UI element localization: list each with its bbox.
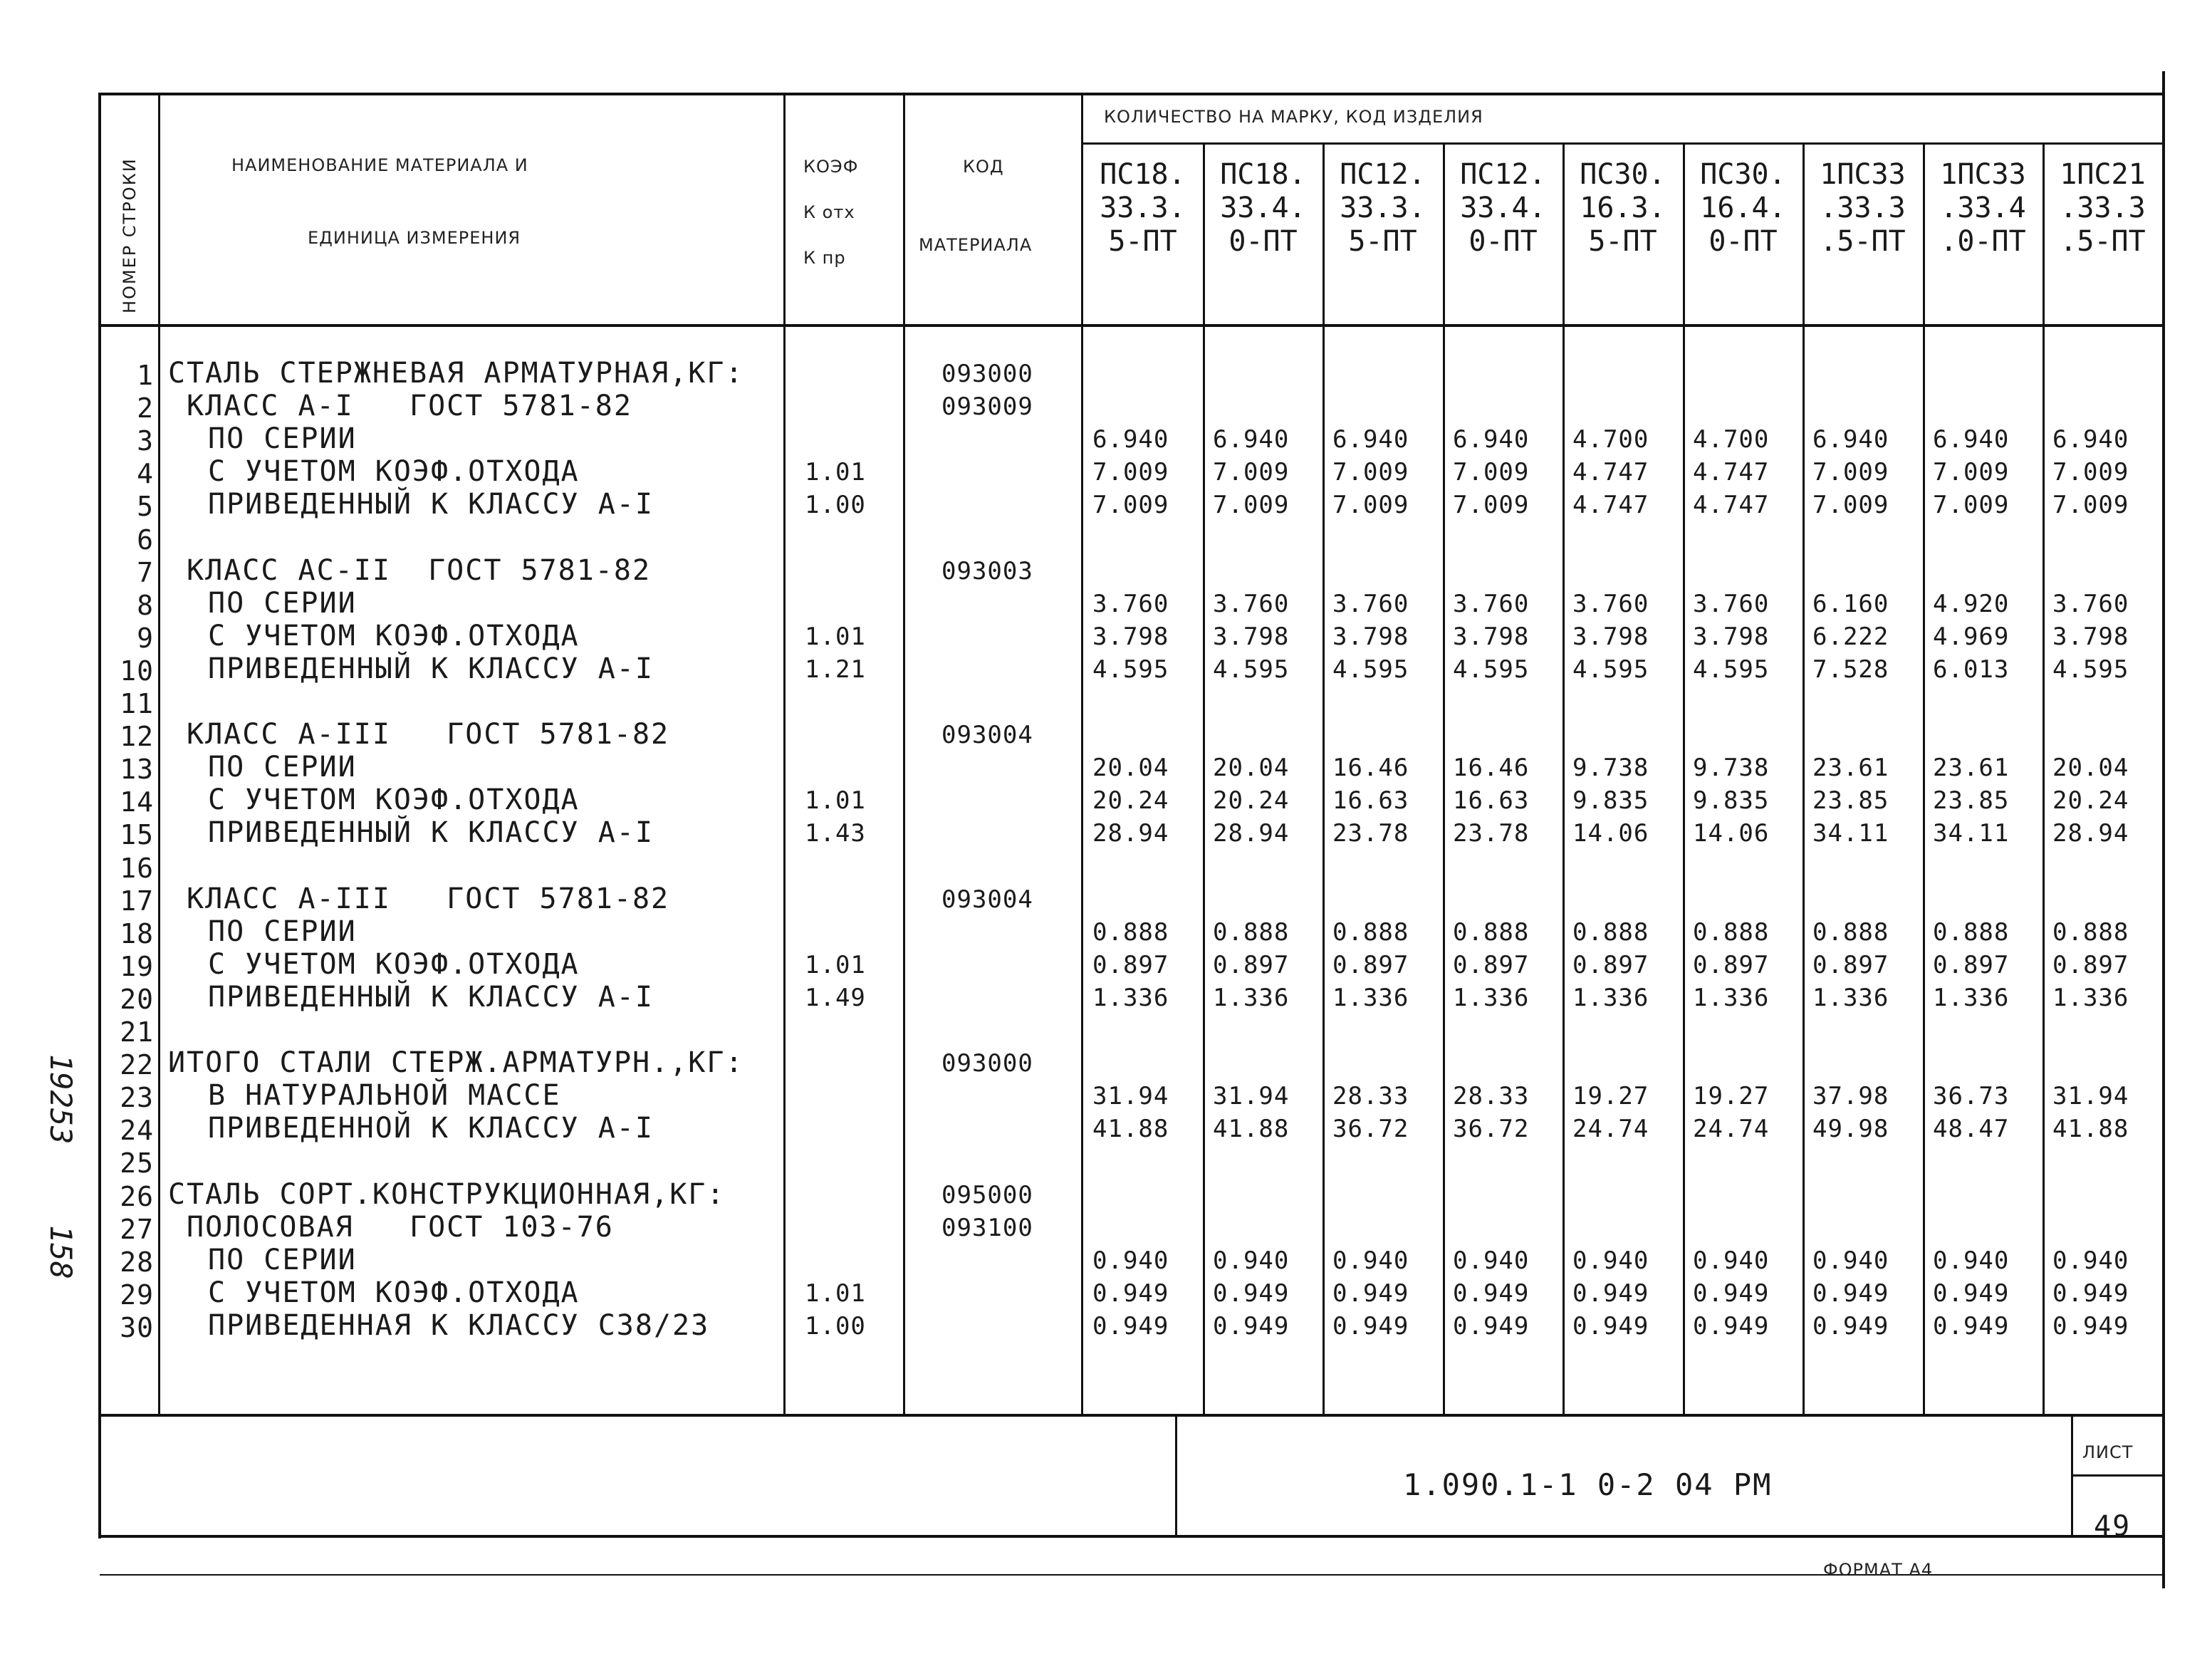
qty-value: 23.78 <box>1332 819 1409 848</box>
mark-col-divider <box>1683 142 1685 1415</box>
header-row-number: НОМЕР СТРОКИ <box>120 157 140 313</box>
material-name: ПО СЕРИИ <box>208 751 357 783</box>
mark-header-line: ПС18. <box>1220 158 1306 191</box>
qty-value: 24.74 <box>1693 1115 1770 1143</box>
qty-value: 0.897 <box>1693 951 1770 979</box>
row-number: 30 <box>120 1312 154 1343</box>
mark-header-line: 1ПС21 <box>2060 158 2146 191</box>
row-number: 12 <box>120 721 154 752</box>
mark-header-line: 0-ПТ <box>1228 225 1298 258</box>
header-qty-title: КОЛИЧЕСТВО НА МАРКУ, КОД ИЗДЕЛИЯ <box>1104 107 1483 127</box>
qty-value: 0.949 <box>1092 1312 1169 1340</box>
mark-header-line: 33.4. <box>1220 192 1306 224</box>
row-number: 9 <box>137 623 154 654</box>
mark-header-line: 0-ПТ <box>1708 225 1778 258</box>
row-number: 14 <box>120 786 154 818</box>
qty-value: 0.897 <box>1453 951 1530 979</box>
qty-value: 23.85 <box>1933 786 2010 815</box>
mark-header-line: 0-ПТ <box>1468 225 1538 258</box>
mark-header-4 <box>1446 158 1560 259</box>
row-number: 1 <box>137 360 154 391</box>
qty-value: 4.595 <box>1092 655 1169 684</box>
qty-value: 1.336 <box>1213 984 1290 1012</box>
qty-value: 6.940 <box>1213 425 1290 454</box>
qty-value: 3.798 <box>1453 623 1530 651</box>
qty-value: 31.94 <box>1092 1082 1169 1110</box>
qty-value: 41.88 <box>2052 1115 2129 1143</box>
qty-value: 23.78 <box>1453 819 1530 848</box>
qty-value: 14.06 <box>1572 819 1649 848</box>
qty-value: 9.738 <box>1693 754 1770 782</box>
coef-value: 1.01 <box>805 951 866 979</box>
qty-value: 4.700 <box>1572 425 1649 454</box>
qty-value: 9.835 <box>1693 786 1770 815</box>
qty-value: 28.33 <box>1332 1082 1409 1110</box>
row-number: 6 <box>137 524 154 556</box>
qty-value: 3.760 <box>1572 590 1649 618</box>
qty-value: 1.336 <box>1812 984 1889 1012</box>
row-number: 27 <box>120 1214 154 1245</box>
mark-header-2 <box>1206 158 1320 259</box>
qty-value: 0.940 <box>1213 1246 1290 1275</box>
qty-value: 0.888 <box>1453 918 1530 947</box>
qty-value: 4.747 <box>1693 458 1770 486</box>
mark-header-line: .0-ПТ <box>1940 225 2026 258</box>
row-number: 16 <box>120 853 154 884</box>
material-name: КЛАСС А-III ГОСТ 5781-82 <box>187 718 670 751</box>
coef-value: 1.00 <box>805 491 866 519</box>
qty-value: 19.27 <box>1572 1082 1649 1110</box>
row-number: 26 <box>120 1181 154 1212</box>
mark-header-1 <box>1085 158 1200 259</box>
mark-header-line: ПС12. <box>1460 158 1546 191</box>
mark-header-line: .5-ПТ <box>1820 225 1906 258</box>
qty-value: 0.940 <box>2052 1246 2129 1275</box>
qty-value: 7.009 <box>1332 458 1409 486</box>
stamp-sheet-line <box>2071 1474 2164 1477</box>
col-divider-rowno <box>158 93 160 1415</box>
qty-value: 3.760 <box>1453 590 1530 618</box>
qty-value: 0.949 <box>1693 1279 1770 1308</box>
mark-col-divider <box>1923 142 1925 1415</box>
mark-col-divider <box>2043 142 2045 1415</box>
qty-value: 3.760 <box>1092 590 1169 618</box>
qty-value: 4.595 <box>2052 655 2129 684</box>
frame-left <box>98 93 101 1539</box>
qty-value: 1.336 <box>1092 984 1169 1012</box>
coef-value: 1.21 <box>805 655 866 684</box>
col-divider-coef <box>903 93 905 1415</box>
qty-value: 4.595 <box>1332 655 1409 684</box>
qty-value: 9.738 <box>1572 754 1649 782</box>
qty-value: 6.013 <box>1933 655 2010 684</box>
qty-value: 3.798 <box>1213 623 1290 651</box>
material-name: ПРИВЕДЕННЫЙ К КЛАССУ А-I <box>208 816 654 849</box>
mark-col-divider <box>1443 142 1445 1415</box>
qty-value: 7.009 <box>2052 491 2129 519</box>
qty-value: 0.940 <box>1693 1246 1770 1275</box>
qty-value: 7.009 <box>2052 458 2129 486</box>
qty-value: 24.74 <box>1572 1115 1649 1143</box>
qty-value: 6.940 <box>1332 425 1409 454</box>
header-code-line1: КОД <box>963 157 1004 177</box>
mark-header-3 <box>1325 158 1440 259</box>
sheet-number: 49 <box>2094 1510 2132 1543</box>
mark-header-line: ПС18. <box>1100 158 1186 191</box>
qty-value: 4.747 <box>1572 491 1649 519</box>
qty-value: 1.336 <box>1453 984 1530 1012</box>
qty-value: 0.888 <box>1933 918 2010 947</box>
row-number: 28 <box>120 1246 154 1278</box>
material-name: С УЧЕТОМ КОЭФ.ОТХОДА <box>208 620 580 652</box>
material-name: ИТОГО СТАЛИ СТЕРЖ.АРМАТУРН.,КГ: <box>168 1046 744 1079</box>
qty-value: 0.897 <box>1933 951 2010 979</box>
row-number: 8 <box>137 590 154 621</box>
qty-value: 0.949 <box>1213 1279 1290 1308</box>
qty-value: 7.009 <box>1213 458 1290 486</box>
material-name: КЛАСС АС-II ГОСТ 5781-82 <box>187 554 652 587</box>
qty-value: 0.949 <box>1693 1312 1770 1340</box>
material-name: ПО СЕРИИ <box>208 422 357 455</box>
mark-header-line: 1ПС33 <box>1820 158 1906 191</box>
qty-value: 7.009 <box>1453 458 1530 486</box>
sheet-label: ЛИСТ <box>2082 1442 2134 1462</box>
qty-value: 6.940 <box>2052 425 2129 454</box>
coef-value: 1.01 <box>805 458 866 486</box>
qty-value: 0.949 <box>1572 1279 1649 1308</box>
row-number: 5 <box>137 491 154 522</box>
header-name-line1: НАИМЕНОВАНИЕ МАТЕРИАЛА И <box>231 155 528 175</box>
mark-header-line: 5-ПТ <box>1108 225 1177 258</box>
row-number: 15 <box>120 819 154 850</box>
material-name: ПО СЕРИИ <box>208 587 357 620</box>
qty-value: 0.949 <box>1092 1279 1169 1308</box>
qty-value: 0.897 <box>1332 951 1409 979</box>
material-code: 093004 <box>941 885 1033 914</box>
qty-value: 0.897 <box>1092 951 1169 979</box>
qty-value: 4.595 <box>1572 655 1649 684</box>
qty-value: 0.940 <box>1092 1246 1169 1275</box>
qty-value: 20.24 <box>2052 786 2129 815</box>
material-name: СТАЛЬ СОРТ.КОНСТРУКЦИОННАЯ,КГ: <box>168 1178 726 1211</box>
qty-value: 9.835 <box>1572 786 1649 815</box>
qty-value: 4.920 <box>1933 590 2010 618</box>
mark-header-line: 33.4. <box>1460 192 1546 224</box>
qty-value: 16.46 <box>1453 754 1530 782</box>
qty-value: 4.595 <box>1693 655 1770 684</box>
material-name: КЛАСС А-III ГОСТ 5781-82 <box>187 883 670 915</box>
qty-value: 23.61 <box>1812 754 1889 782</box>
qty-value: 4.700 <box>1693 425 1770 454</box>
qty-value: 0.949 <box>1213 1312 1290 1340</box>
mark-header-line: .5-ПТ <box>2060 225 2146 258</box>
qty-value: 7.009 <box>1933 491 2010 519</box>
frame-right <box>2162 71 2165 1588</box>
mark-header-9 <box>2045 158 2160 259</box>
row-number: 4 <box>137 458 154 489</box>
qty-value: 0.940 <box>1812 1246 1889 1275</box>
qty-value: 3.798 <box>1572 623 1649 651</box>
row-number: 10 <box>120 655 154 687</box>
material-name: ПРИВЕДЕННЫЙ К КЛАССУ А-I <box>208 652 654 685</box>
qty-value: 6.222 <box>1812 623 1889 651</box>
mark-header-6 <box>1686 158 1800 259</box>
material-code: 093000 <box>941 360 1033 388</box>
qty-value: 7.009 <box>1092 491 1169 519</box>
qty-value: 16.46 <box>1332 754 1409 782</box>
mark-header-8 <box>1926 158 2040 259</box>
frame-top <box>100 93 2165 95</box>
qty-value: 1.336 <box>1693 984 1770 1012</box>
qty-value: 4.747 <box>1572 458 1649 486</box>
margin-page-number: 158 <box>43 1225 78 1279</box>
header-bottom-line <box>100 324 2165 327</box>
mark-header-line: ПС30. <box>1700 158 1786 191</box>
material-code: 093100 <box>941 1214 1033 1242</box>
material-name: ПРИВЕДЕННОЙ К КЛАССУ А-I <box>208 1112 654 1145</box>
qty-value: 7.009 <box>1092 458 1169 486</box>
mark-header-5 <box>1565 158 1680 259</box>
qty-value: 4.595 <box>1213 655 1290 684</box>
qty-value: 0.949 <box>1572 1312 1649 1340</box>
row-number: 2 <box>137 392 154 424</box>
qty-value: 34.11 <box>1933 819 2010 848</box>
qty-value: 36.73 <box>1933 1082 2010 1110</box>
qty-value: 7.009 <box>1812 491 1889 519</box>
mark-header-line: 16.3. <box>1580 192 1666 224</box>
qty-title-line <box>1082 142 2165 145</box>
row-number: 11 <box>120 688 154 719</box>
qty-value: 0.949 <box>2052 1312 2129 1340</box>
qty-value: 3.760 <box>1693 590 1770 618</box>
row-number: 3 <box>137 425 154 457</box>
mark-header-line: 5-ПТ <box>1588 225 1657 258</box>
qty-value: 6.940 <box>1092 425 1169 454</box>
qty-value: 20.24 <box>1213 786 1290 815</box>
qty-value: 20.04 <box>2052 754 2129 782</box>
mark-header-line: .33.4 <box>1940 192 2026 224</box>
row-number: 23 <box>120 1082 154 1113</box>
qty-value: 0.897 <box>1572 951 1649 979</box>
qty-value: 0.888 <box>1092 918 1169 947</box>
qty-value: 28.94 <box>1092 819 1169 848</box>
material-name: КЛАСС А-I ГОСТ 5781-82 <box>187 390 632 422</box>
header-name-line2: ЕДИНИЦА ИЗМЕРЕНИЯ <box>308 228 521 248</box>
material-code: 093003 <box>941 557 1033 585</box>
coef-value: 1.00 <box>805 1312 866 1340</box>
qty-value: 0.949 <box>1453 1279 1530 1308</box>
format-label: ФОРМАТ А4 <box>1823 1560 1934 1580</box>
mark-header-line: 33.3. <box>1340 192 1426 224</box>
mark-header-line: 5-ПТ <box>1348 225 1417 258</box>
material-name: С УЧЕТОМ КОЭФ.ОТХОДА <box>208 455 580 488</box>
qty-value: 6.160 <box>1812 590 1889 618</box>
material-name: ПРИВЕДЕННЫЙ К КЛАССУ А-I <box>208 488 654 521</box>
material-name: ПО СЕРИИ <box>208 915 357 948</box>
qty-value: 6.940 <box>1933 425 2010 454</box>
row-number: 18 <box>120 918 154 949</box>
qty-value: 7.009 <box>1812 458 1889 486</box>
qty-value: 41.88 <box>1213 1115 1290 1143</box>
qty-value: 6.940 <box>1453 425 1530 454</box>
col-divider-name <box>783 93 786 1415</box>
qty-value: 6.940 <box>1812 425 1889 454</box>
qty-value: 0.888 <box>1332 918 1409 947</box>
row-number: 21 <box>120 1016 154 1048</box>
margin-inventory-number: 19253 <box>43 1054 78 1145</box>
qty-value: 0.888 <box>1693 918 1770 947</box>
row-number: 13 <box>120 754 154 785</box>
mark-header-line: ПС12. <box>1340 158 1426 191</box>
row-number: 17 <box>120 885 154 917</box>
qty-value: 37.98 <box>1812 1082 1889 1110</box>
mark-col-divider <box>1803 142 1805 1415</box>
header-coef-line3: К пр <box>803 248 846 268</box>
coef-value: 1.01 <box>805 786 866 815</box>
material-name: В НАТУРАЛЬНОЙ МАССЕ <box>208 1079 561 1112</box>
qty-value: 20.04 <box>1092 754 1169 782</box>
material-name: С УЧЕТОМ КОЭФ.ОТХОДА <box>208 783 580 816</box>
qty-value: 14.06 <box>1693 819 1770 848</box>
row-number: 20 <box>120 984 154 1015</box>
qty-value: 0.949 <box>2052 1279 2129 1308</box>
qty-value: 23.85 <box>1812 786 1889 815</box>
qty-value: 16.63 <box>1453 786 1530 815</box>
doc-code: 1.090.1-1 0-2 04 РМ <box>1403 1467 1773 1502</box>
material-name: ПРИВЕДЕННЫЙ К КЛАССУ А-I <box>208 981 654 1014</box>
qty-value: 7.528 <box>1812 655 1889 684</box>
qty-value: 48.47 <box>1933 1115 2010 1143</box>
row-number: 19 <box>120 951 154 982</box>
row-number: 24 <box>120 1115 154 1146</box>
qty-value: 28.33 <box>1453 1082 1530 1110</box>
row-number: 25 <box>120 1147 154 1179</box>
qty-value: 0.940 <box>1332 1246 1409 1275</box>
qty-value: 0.888 <box>1213 918 1290 947</box>
qty-value: 0.949 <box>1812 1279 1889 1308</box>
qty-value: 0.888 <box>2052 918 2129 947</box>
header-coef-line2: К отх <box>803 202 855 222</box>
qty-value: 0.949 <box>1933 1279 2010 1308</box>
header-code-line2: МАТЕРИАЛА <box>919 235 1033 255</box>
material-name: СТАЛЬ СТЕРЖНЕВАЯ АРМАТУРНАЯ,КГ: <box>168 357 744 390</box>
stamp-divider-left <box>1175 1415 1177 1536</box>
coef-value: 1.49 <box>805 984 866 1012</box>
material-name: ПО СЕРИИ <box>208 1244 357 1276</box>
material-name: С УЧЕТОМ КОЭФ.ОТХОДА <box>208 1276 580 1309</box>
mark-header-line: ПС30. <box>1580 158 1666 191</box>
row-number: 29 <box>120 1279 154 1311</box>
mark-header-line: 16.4. <box>1700 192 1786 224</box>
qty-value: 7.009 <box>1332 491 1409 519</box>
material-code: 095000 <box>941 1181 1033 1209</box>
qty-value: 3.798 <box>2052 623 2129 651</box>
qty-value: 3.760 <box>2052 590 2129 618</box>
qty-value: 41.88 <box>1092 1115 1169 1143</box>
table-bottom-line <box>100 1414 2165 1417</box>
mark-header-7 <box>1805 158 1920 259</box>
qty-value: 34.11 <box>1812 819 1889 848</box>
qty-value: 28.94 <box>2052 819 2129 848</box>
qty-value: 0.949 <box>1332 1312 1409 1340</box>
header-coef-line1: КОЭФ <box>803 157 859 177</box>
qty-value: 7.009 <box>1453 491 1530 519</box>
qty-value: 0.949 <box>1332 1279 1409 1308</box>
qty-value: 19.27 <box>1693 1082 1770 1110</box>
mark-col-divider <box>1322 142 1325 1415</box>
qty-value: 0.888 <box>1572 918 1649 947</box>
qty-value: 36.72 <box>1453 1115 1530 1143</box>
mark-header-line: .33.3 <box>2060 192 2146 224</box>
qty-value: 0.949 <box>1812 1312 1889 1340</box>
qty-value: 28.94 <box>1213 819 1290 848</box>
material-name: ПОЛОСОВАЯ ГОСТ 103-76 <box>187 1211 614 1244</box>
coef-value: 1.01 <box>805 623 866 651</box>
frame-bottom <box>100 1535 2165 1538</box>
qty-value: 16.63 <box>1332 786 1409 815</box>
qty-value: 7.009 <box>1933 458 2010 486</box>
qty-value: 1.336 <box>1572 984 1649 1012</box>
material-code: 093009 <box>941 392 1033 421</box>
qty-value: 3.798 <box>1693 623 1770 651</box>
mark-header-line: 1ПС33 <box>1940 158 2026 191</box>
qty-value: 36.72 <box>1332 1115 1409 1143</box>
mark-header-line: 33.3. <box>1100 192 1186 224</box>
qty-value: 0.949 <box>1933 1312 2010 1340</box>
material-name: ПРИВЕДЕННАЯ К КЛАССУ С38/23 <box>208 1309 710 1342</box>
qty-value: 20.04 <box>1213 754 1290 782</box>
qty-value: 1.336 <box>1332 984 1409 1012</box>
qty-value: 0.940 <box>1572 1246 1649 1275</box>
qty-value: 4.969 <box>1933 623 2010 651</box>
mark-header-line: .33.3 <box>1820 192 1906 224</box>
qty-value: 3.760 <box>1332 590 1409 618</box>
qty-value: 1.336 <box>1933 984 2010 1012</box>
mark-col-divider <box>1203 142 1205 1415</box>
qty-value: 31.94 <box>1213 1082 1290 1110</box>
qty-value: 0.897 <box>1812 951 1889 979</box>
qty-value: 3.798 <box>1332 623 1409 651</box>
qty-value: 31.94 <box>2052 1082 2129 1110</box>
row-number: 7 <box>137 557 154 588</box>
qty-value: 0.897 <box>2052 951 2129 979</box>
qty-value: 3.760 <box>1213 590 1290 618</box>
qty-value: 4.595 <box>1453 655 1530 684</box>
qty-value: 20.24 <box>1092 786 1169 815</box>
qty-value: 3.798 <box>1092 623 1169 651</box>
qty-value: 7.009 <box>1213 491 1290 519</box>
material-name: С УЧЕТОМ КОЭФ.ОТХОДА <box>208 948 580 981</box>
qty-value: 23.61 <box>1933 754 2010 782</box>
coef-value: 1.01 <box>805 1279 866 1308</box>
qty-value: 0.940 <box>1933 1246 2010 1275</box>
material-code: 093004 <box>941 721 1033 749</box>
qty-value: 1.336 <box>2052 984 2129 1012</box>
qty-value: 0.940 <box>1453 1246 1530 1275</box>
qty-value: 0.888 <box>1812 918 1889 947</box>
qty-value: 49.98 <box>1812 1115 1889 1143</box>
coef-value: 1.43 <box>805 819 866 848</box>
qty-value: 0.897 <box>1213 951 1290 979</box>
col-divider-code <box>1081 93 1083 1415</box>
material-code: 093000 <box>941 1049 1033 1078</box>
mark-col-divider <box>1563 142 1565 1415</box>
row-number: 22 <box>120 1049 154 1081</box>
qty-value: 4.747 <box>1693 491 1770 519</box>
qty-value: 0.949 <box>1453 1312 1530 1340</box>
